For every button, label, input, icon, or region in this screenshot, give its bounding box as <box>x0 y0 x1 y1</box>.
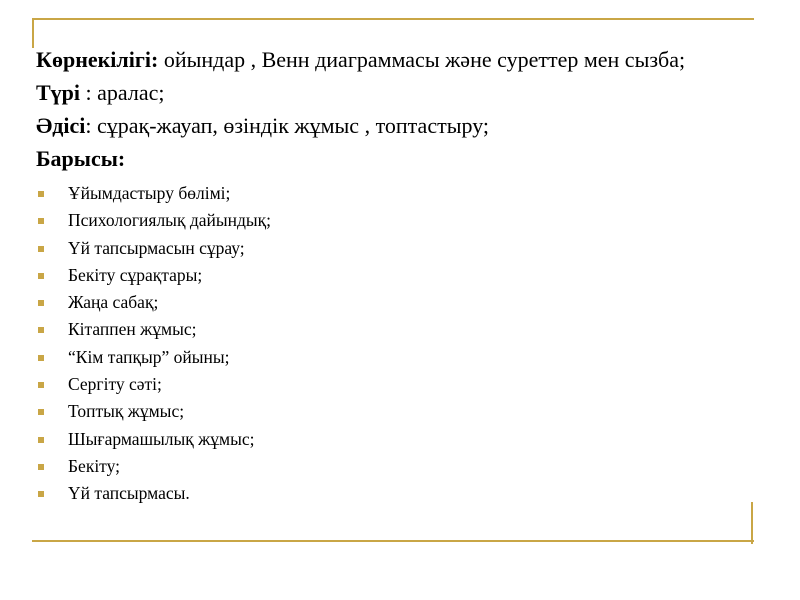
list-item <box>36 344 748 371</box>
list-item-text: “Кім тапқыр” ойыны; <box>68 346 230 367</box>
list-item <box>36 316 748 343</box>
visual-aids-line <box>36 44 748 75</box>
method-text: : сұрақ-жауап, өзіндік жұмыс , топтастыру; <box>85 113 490 138</box>
frame-top-line <box>32 18 754 20</box>
method-label: Әдісі <box>36 113 86 138</box>
list-item-text: Сергіту сәті; <box>68 374 162 395</box>
list-item-text: Психологиялық дайындық; <box>68 210 272 231</box>
list-item-text: Топтық жұмыс; <box>68 401 185 422</box>
visual-aids-label: Көрнекілігі: <box>36 47 159 72</box>
list-item-text: Жаңа сабақ; <box>68 292 159 313</box>
list-item <box>36 207 748 234</box>
list-item-text: Үй тапсырмасы. <box>68 483 190 504</box>
list-item <box>36 180 748 207</box>
list-item-text: Кітаппен жұмыс; <box>68 319 197 340</box>
square-bullet-icon <box>38 464 44 470</box>
list-item <box>36 371 748 398</box>
list-item <box>36 289 748 316</box>
square-bullet-icon <box>38 382 44 388</box>
lesson-steps-list <box>36 180 748 508</box>
square-bullet-icon <box>38 218 44 224</box>
progress-heading: Барысы: <box>36 146 126 171</box>
square-bullet-icon <box>38 491 44 497</box>
list-item-text: Үй тапсырмасын сұрау; <box>68 237 245 258</box>
frame-left-line <box>32 18 34 48</box>
method-line <box>36 110 748 141</box>
frame-right-line <box>751 502 753 544</box>
list-item <box>36 426 748 453</box>
lesson-type-line <box>36 77 748 108</box>
list-item-text: Бекіту сұрақтары; <box>68 264 203 285</box>
list-item <box>36 398 748 425</box>
list-item <box>36 480 748 507</box>
square-bullet-icon <box>38 409 44 415</box>
list-item <box>36 453 748 480</box>
square-bullet-icon <box>38 437 44 443</box>
square-bullet-icon <box>38 246 44 252</box>
slide-content <box>36 44 748 508</box>
square-bullet-icon <box>38 300 44 306</box>
lesson-type-text: : аралас; <box>80 80 165 105</box>
square-bullet-icon <box>38 191 44 197</box>
square-bullet-icon <box>38 355 44 361</box>
list-item <box>36 262 748 289</box>
visual-aids-text: ойындар , Венн диаграммасы және суреттер мен сызба; <box>158 47 686 72</box>
list-item-text: Бекіту; <box>68 455 120 476</box>
square-bullet-icon <box>38 273 44 279</box>
list-item <box>36 235 748 262</box>
list-item-text: Шығармашылық жұмыс; <box>68 428 255 449</box>
square-bullet-icon <box>38 327 44 333</box>
frame-bottom-line <box>32 540 754 542</box>
list-item-text: Ұйымдастыру бөлімі; <box>68 183 231 203</box>
lesson-type-label: Түрі <box>36 80 81 105</box>
